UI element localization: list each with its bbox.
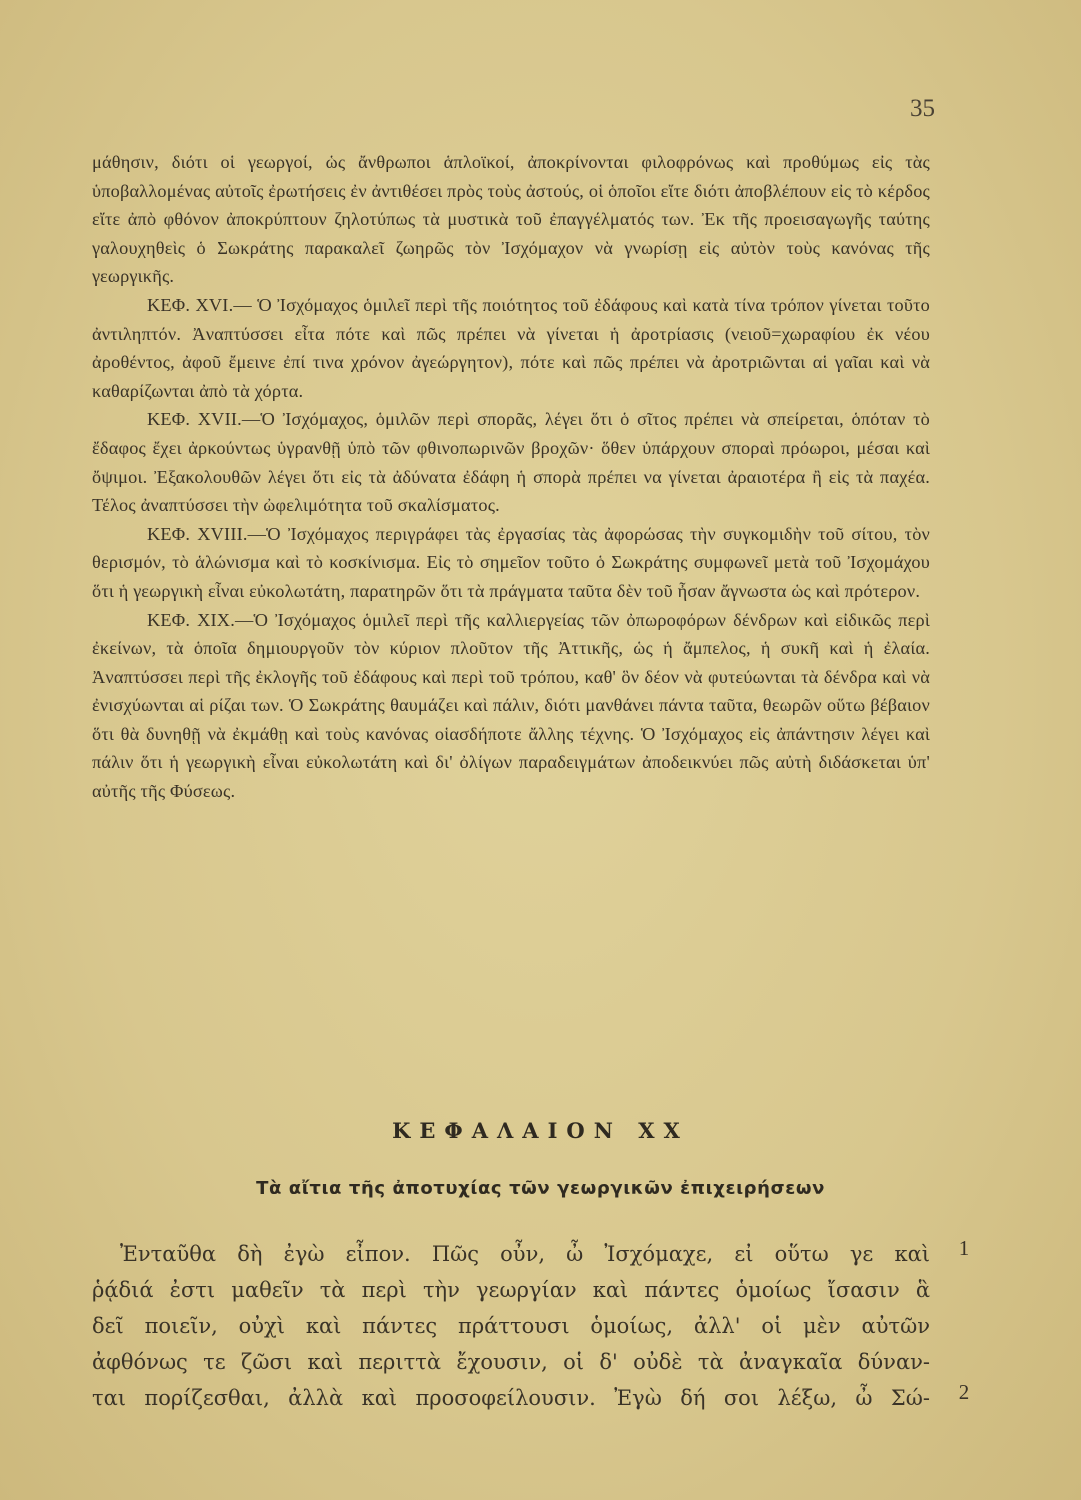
- section-number: 2: [958, 1380, 970, 1404]
- page-number: 35: [910, 95, 935, 122]
- chapter-summaries: [92, 148, 930, 806]
- text-line: δεῖ ποιεῖν, οὐχὶ καὶ πάντες πράττουσι ὁμοίως, ἀλλ' οἱ μὲν αὐτῶν: [92, 1314, 930, 1338]
- main-text: [92, 1236, 930, 1416]
- chapter-heading: ΚΕΦΑΛΑΙΟΝ XX: [392, 1118, 689, 1143]
- text-line: ται πορίζεσθαι, ἀλλὰ καὶ προσοφείλουσιν. Ἐγὼ δή σοι λέξω, ὦ Σώ-: [92, 1386, 930, 1410]
- chapter-subtitle: Τὰ αἴτια τῆς ἀποτυχίας τῶν γεωργικῶν ἐπιχειρήσεων: [256, 1178, 825, 1199]
- section-number: 1: [958, 1236, 970, 1260]
- summary-paragraph: ΚΕΦ. XIX.—Ὁ Ἰσχόμαχος ὁμιλεῖ περὶ τῆς καλλιεργείας τῶν ὀπωροφόρων δένδρων καὶ εἰδικῶς περὶ ἐκείνων, τὰ ὁποῖα δημιουργοῦν τὸν κύριον πλοῦτον τῆς Ἀττικῆς, ὡς ἡ ἄμπελος, ἡ συκῆ καὶ ἡ ἐλαία. Ἀναπτύσσει περὶ τῆς ἐκλογῆς τοῦ ἐδάφους καὶ περὶ τοῦ τρόπου, καθ' ὃν δέον νὰ φυτεύωνται τὰ δένδρα καὶ νὰ ἐνισχύωνται αἱ ρίζαι των. Ὁ Σωκράτης θαυμάζει καὶ πάλιν, διότι μανθάνει πάντα ταῦτα, θεωρῶν οὕτω βέβαιον ὅτι θὰ δυνηθῇ νὰ ἐκμάθῃ καὶ τοὺς κανόνας οἱασδήποτε ἄλλης τέχνης. Ὁ Ἰσχόμαχος εἰς ἀπάντησιν λέγει καὶ πάλιν ὅτι ἡ γεωργικὴ εἶναι εὐκολωτάτη καὶ δι' ὀλίγων παραδειγμάτων ἀποδεικνύει πῶς αὐτὴ διδάσκεται ὑπ' αὐτῆς τῆς Φύσεως.: [92, 609, 930, 802]
- summary-paragraph: μάθησιν, διότι οἱ γεωργοί, ὡς ἄνθρωποι ἁπλοϊκοί, ἀποκρίνονται φιλοφρόνως καὶ προθύμως εἰς τὰς ὑποβαλλομένας αὐτοῖς ἐρωτήσεις ἐν ἀντιθέσει πρὸς τοὺς ἀστούς, οἱ ὁποῖοι εἴτε διότι ἀποβλέπουν εἰς τὸ κέρδος εἴτε ἀπὸ φθόνον ἀποκρύπτουν ζηλοτύπως τὰ μυστικὰ τοῦ ἐπαγγέλματός των. Ἐκ τῆς προεισαγωγῆς ταύτης γαλουχηθεὶς ὁ Σωκράτης παρακαλεῖ ζωηρῶς τὸν Ἰσχόμαχον νὰ γνωρίσῃ εἰς αὐτὸν τοὺς κανόνας τῆς γεωργικῆς.: [92, 152, 930, 287]
- summary-paragraph: ΚΕΦ. XVIII.—Ὁ Ἰσχόμαχος περιγράφει τὰς ἐργασίας τὰς ἀφορώσας τὴν συγκομιδὴν τοῦ σίτου, τὸν θερισμόν, τὸ ἁλώνισμα καὶ τὸ κοσκίνισμα. Εἰς τὸ σημεῖον τοῦτο ὁ Σωκράτης συμφωνεῖ μετὰ τοῦ Ἰσχομάχου ὅτι ἡ γεωργικὴ εἶναι εὐκολωτάτη, παρατηρῶν ὅτι τὰ πράγματα ταῦτα δὲν τοῦ ἦσαν ἄγνωστα ὡς καὶ πρότερον.: [92, 523, 930, 601]
- text-line: ἀφθόνως τε ζῶσι καὶ περιττὰ ἔχουσιν, οἱ δ' οὐδὲ τὰ ἀναγκαῖα δύναν-: [92, 1350, 930, 1374]
- summary-paragraph: ΚΕΦ. XVI.— Ὁ Ἰσχόμαχος ὁμιλεῖ περὶ τῆς ποιότητος τοῦ ἐδάφους καὶ κατὰ τίνα τρόπον γίνεται τοῦτο ἀντιληπτόν. Ἀναπτύσσει εἶτα πότε καὶ πῶς πρέπει νὰ γίνεται ἡ ἀροτρίασις (νειοῦ=χωραφίου ἐκ νέου ἀροθέντος, ἀφοῦ ἔμεινε ἐπί τινα χρόνον ἀγεώργητον), πότε καὶ πῶς πρέπει νὰ ἀροτριῶνται αἱ γαῖαι καὶ νὰ καθαρίζωνται ἀπὸ τὰ χόρτα.: [92, 294, 930, 401]
- text-line: Ἐνταῦθα δὴ ἐγὼ εἶπον. Πῶς οὖν, ὦ Ἰσχόμαχε, εἰ οὕτω γε καὶ: [120, 1242, 930, 1266]
- summary-paragraph: ΚΕΦ. XVII.—Ὁ Ἰσχόμαχος, ὁμιλῶν περὶ σπορᾶς, λέγει ὅτι ὁ σῖτος πρέπει νὰ σπείρεται, ὁπόταν τὸ ἔδαφος ἔχει ἀρκούντως ὑγρανθῇ ὑπὸ τῶν φθινοπωρινῶν βροχῶν· ὅθεν ὑπάρχουν σποραὶ πρόωροι, μέσαι καὶ ὄψιμοι. Ἐξακολουθῶν λέγει ὅτι εἰς τὰ ἀδύνατα ἐδάφη ἡ σπορὰ πρέπει να γίνεται ἀραιοτέρα ἢ εἰς τὰ παχέα. Τέλος ἀναπτύσσει τὴν ὠφελιμότητα τοῦ σκαλίσματος.: [92, 409, 930, 516]
- text-line: ῥᾴδιά ἐστι μαθεῖν τὰ περὶ τὴν γεωργίαν καὶ πάντες ὁμοίως ἴσασιν ἃ: [92, 1278, 930, 1302]
